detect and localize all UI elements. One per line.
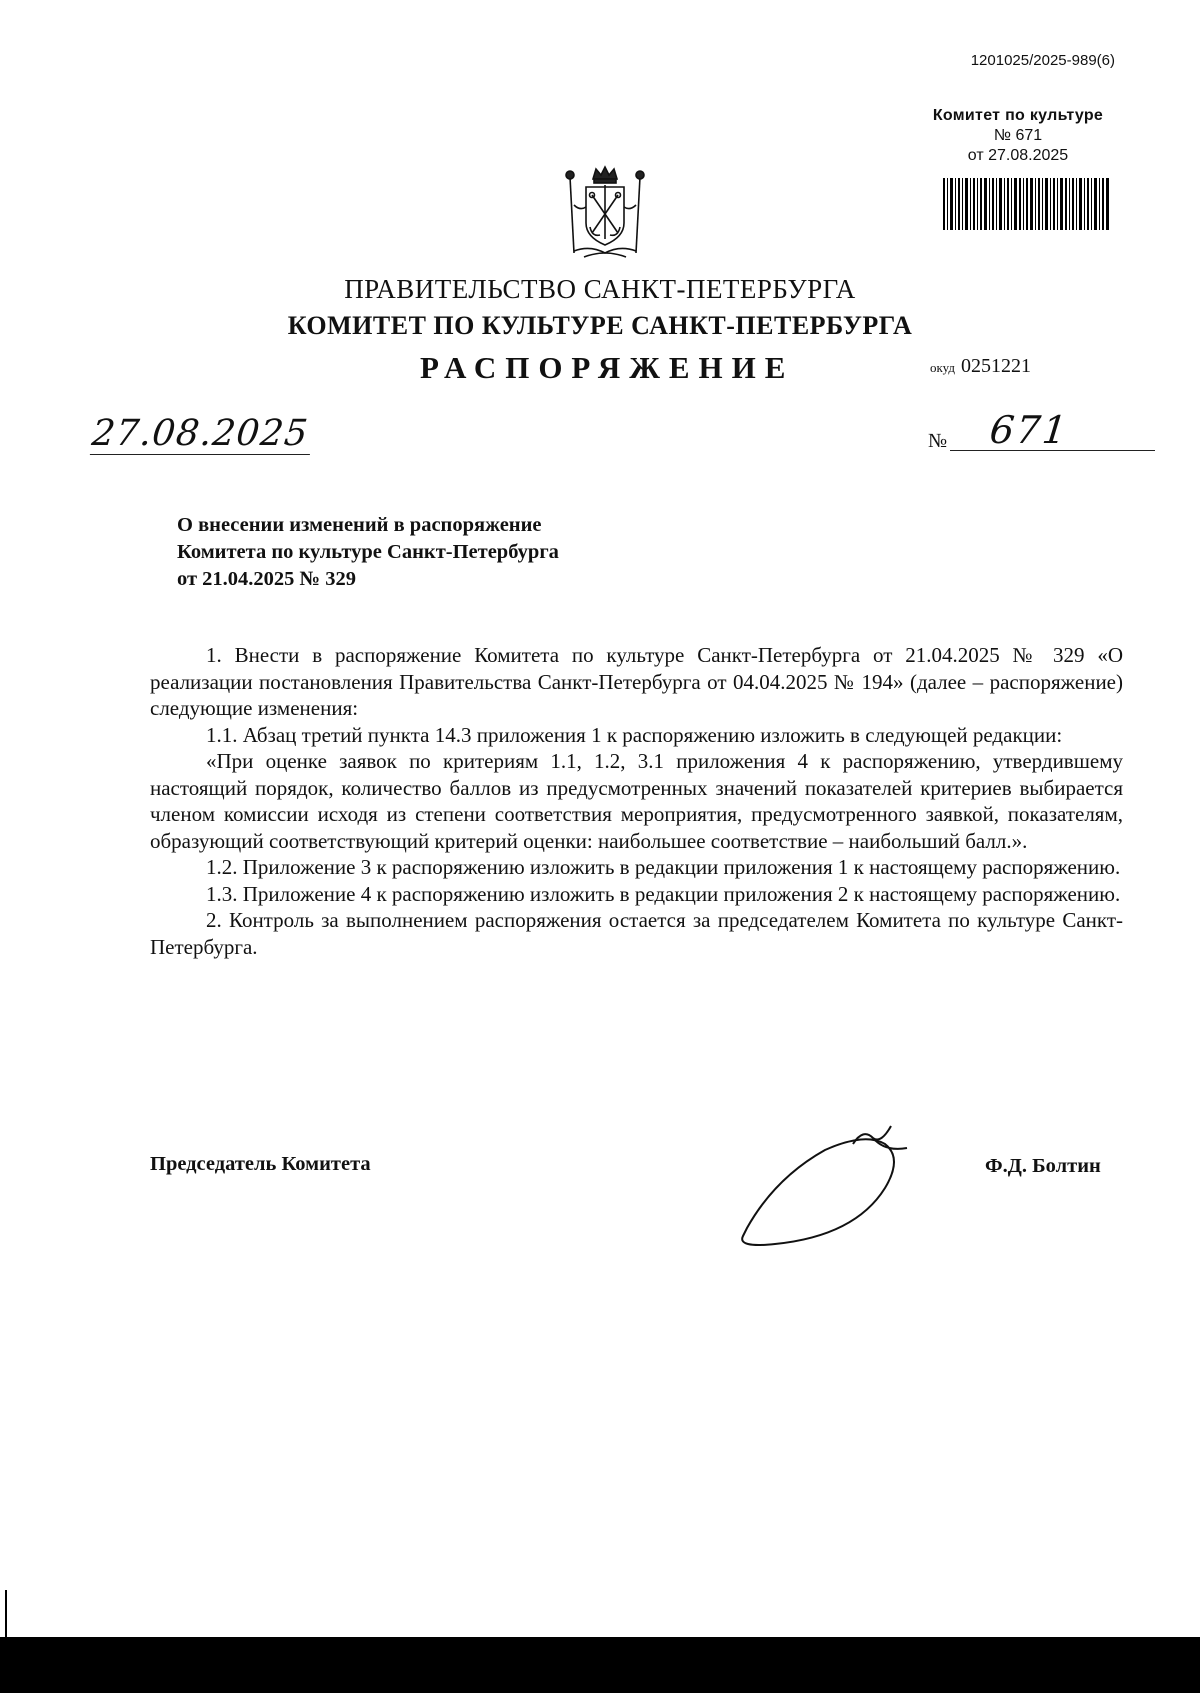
saint-petersburg-coat-of-arms-icon [560, 165, 650, 263]
subject-line: О внесении изменений в распоряжение [177, 514, 542, 536]
signer-title: Председатель Комитета [150, 1153, 371, 1175]
stamp-date: от 27.08.2025 [967, 147, 1069, 164]
number-underline [950, 450, 1155, 451]
paragraph-1: 1. Внести в распоряжение Комитета по культуре Санкт-Петербурга от 21.04.2025 № 329 «О реализации постановления Правительства Санкт-Петербурга от 04.04.2025 № 194» (далее – распоряжение) следующие изменения: [150, 643, 1123, 720]
registration-number: 1201025/2025-989(6) [970, 52, 1115, 69]
subject-line: Комитета по культуре Санкт-Петербурга [177, 541, 559, 563]
document-type-heading: РАСПОРЯЖЕНИЕ [420, 350, 795, 385]
paragraph-1-2: 1.2. Приложение 3 к распоряжению изложить в редакции приложения 1 к настоящему распоряжению. [206, 855, 1121, 879]
number-label: № [928, 430, 948, 452]
barcode-icon [943, 178, 1109, 230]
paragraph-1-3: 1.3. Приложение 4 к распоряжению изложить в редакции приложения 2 к настоящему распоряжению. [206, 881, 1121, 906]
government-title: ПРАВИТЕЛЬСТВО САНКТ-ПЕТЕРБУРГА [344, 274, 856, 304]
handwritten-signature-icon [735, 1108, 925, 1250]
document-body [150, 642, 1123, 960]
paragraph-1-1: 1.1. Абзац третий пункта 14.3 приложения 1 к распоряжению изложить в следующей редакции: [206, 722, 1063, 747]
scan-bottom-bar [0, 1637, 1200, 1693]
handwritten-date: 27.08.2025 [90, 414, 314, 455]
document-subject [177, 512, 559, 593]
signer-name: Ф.Д. Болтин [985, 1155, 1101, 1177]
paragraph-quote: «При оценке заявок по критериям 1.1, 1.2, 3.1 приложения 4 к распоряжению, утвердившему настоящий порядок, количество баллов из предусмотренных значений показателей критериев выбирается членом комиссии исходя из степени соответствия мероприятия, предусмотренного заявкой, показателям, образующий соответствующий критерий оценки: наибольшее соответствие – наибольший балл.». [150, 749, 1123, 853]
okud-value: 0251221 [960, 355, 1031, 377]
stamp-number: № 671 [993, 127, 1043, 144]
paragraph-2: 2. Контроль за выполнением распоряжения остается за председателем Комитета по культуре Санкт-Петербурга. [150, 908, 1123, 959]
okud-label: окуд [930, 360, 955, 375]
registration-stamp [918, 106, 1118, 166]
committee-title: КОМИТЕТ ПО КУЛЬТУРЕ САНКТ-ПЕТЕРБУРГА [287, 311, 913, 340]
subject-line: от 21.04.2025 № 329 [177, 568, 357, 590]
stamp-org: Комитет по культуре [932, 107, 1104, 124]
handwritten-number: 671 [987, 408, 1071, 452]
okud-code [930, 355, 1031, 378]
